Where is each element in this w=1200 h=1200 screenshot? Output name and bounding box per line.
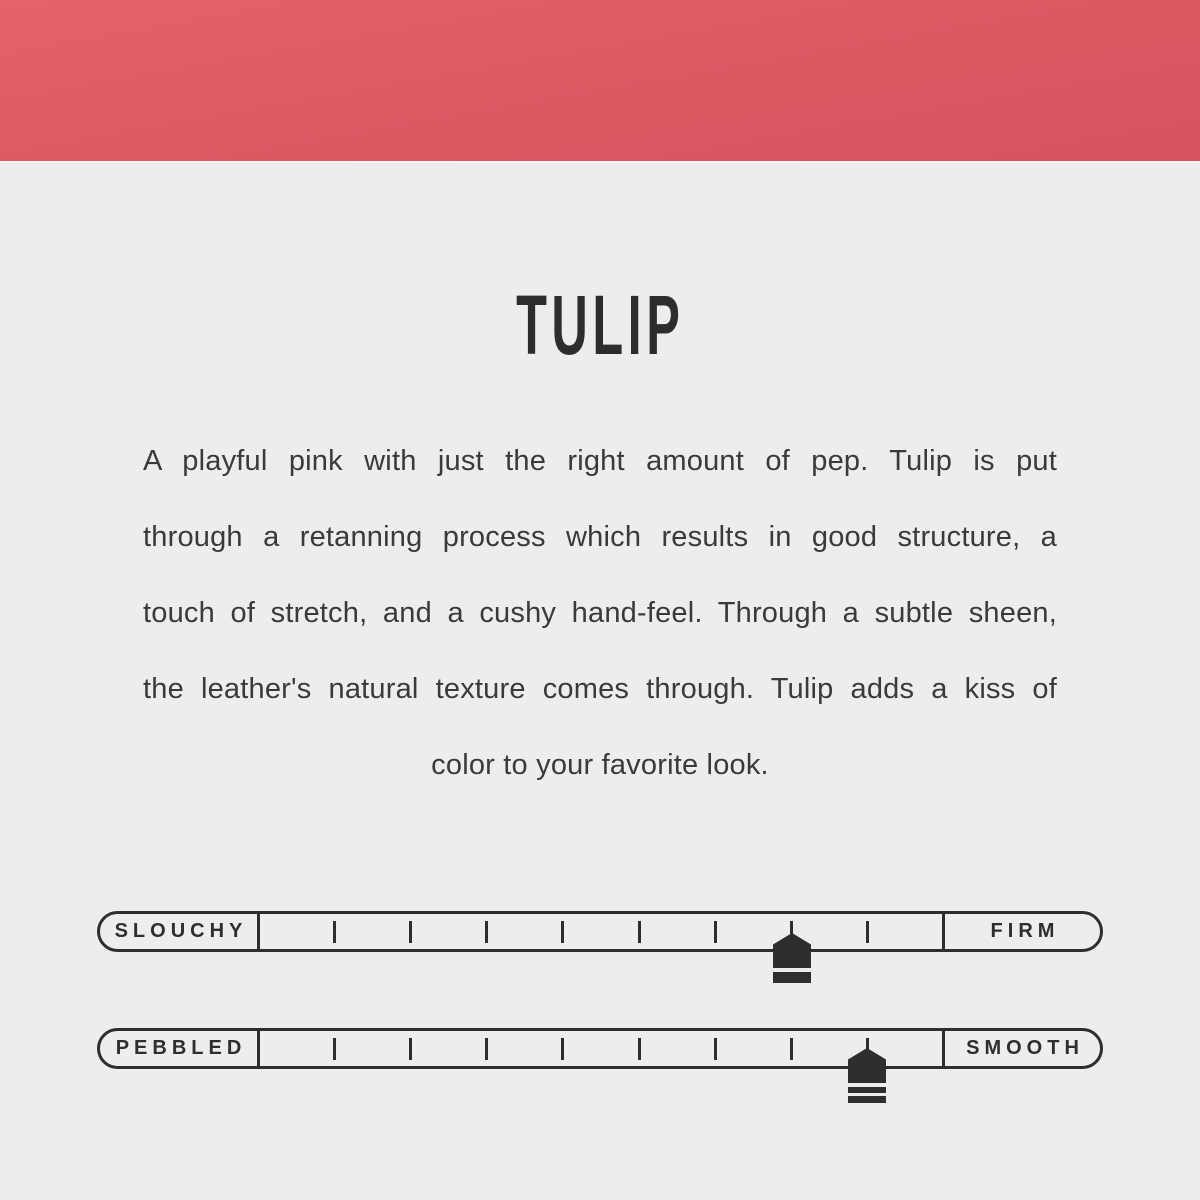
description-line: through a retanning process which results in good structure, a xyxy=(143,521,1057,553)
scale-tick-track xyxy=(260,914,942,949)
marker-pin-icon xyxy=(848,1048,886,1083)
scale-tick xyxy=(866,921,869,943)
marker-base-bar xyxy=(848,1096,886,1103)
scale-tick xyxy=(638,1038,641,1060)
color-description xyxy=(143,423,1057,803)
scale-left-label: PEBBLED xyxy=(115,1037,247,1059)
scale-left-label: SLOUCHY xyxy=(114,920,248,942)
page-title xyxy=(0,278,1200,372)
scale-tick xyxy=(714,921,717,943)
scale-left-cell xyxy=(100,1031,260,1066)
scale-tick xyxy=(638,921,641,943)
scale-tick xyxy=(561,1038,564,1060)
scale-right-label: SMOOTH xyxy=(966,1037,1084,1059)
scale-tick xyxy=(714,1038,717,1060)
scale-tick xyxy=(561,921,564,943)
scale-tick xyxy=(409,921,412,943)
description-line: color to your favorite look. xyxy=(431,749,769,781)
scale-tick-track xyxy=(260,1031,942,1066)
scale-tick xyxy=(790,1038,793,1060)
description-line: touch of stretch, and a cushy hand-feel. Through a subtle sheen, xyxy=(143,597,1057,629)
scale-position-marker xyxy=(848,1048,886,1103)
scale-right-cell xyxy=(942,914,1100,949)
firmness-scale xyxy=(97,911,1103,952)
scale-tick xyxy=(485,1038,488,1060)
marker-base-bar xyxy=(773,972,811,983)
color-name-heading: TULIP xyxy=(515,278,685,372)
color-swatch-band xyxy=(0,0,1200,163)
texture-scale xyxy=(97,1028,1103,1069)
scale-position-marker xyxy=(773,933,811,983)
description-line: A playful pink with just the right amount of pep. Tulip is put xyxy=(143,445,1057,477)
scale-right-cell xyxy=(942,1031,1100,1066)
marker-pin-icon xyxy=(773,933,811,968)
scale-tick xyxy=(485,921,488,943)
scale-left-cell xyxy=(100,914,260,949)
scale-right-label: FIRM xyxy=(990,920,1060,942)
description-line: the leather's natural texture comes through. Tulip adds a kiss of xyxy=(143,673,1057,705)
scale-tick xyxy=(333,1038,336,1060)
marker-base-bar xyxy=(848,1087,886,1093)
scale-tick xyxy=(333,921,336,943)
scale-tick xyxy=(409,1038,412,1060)
